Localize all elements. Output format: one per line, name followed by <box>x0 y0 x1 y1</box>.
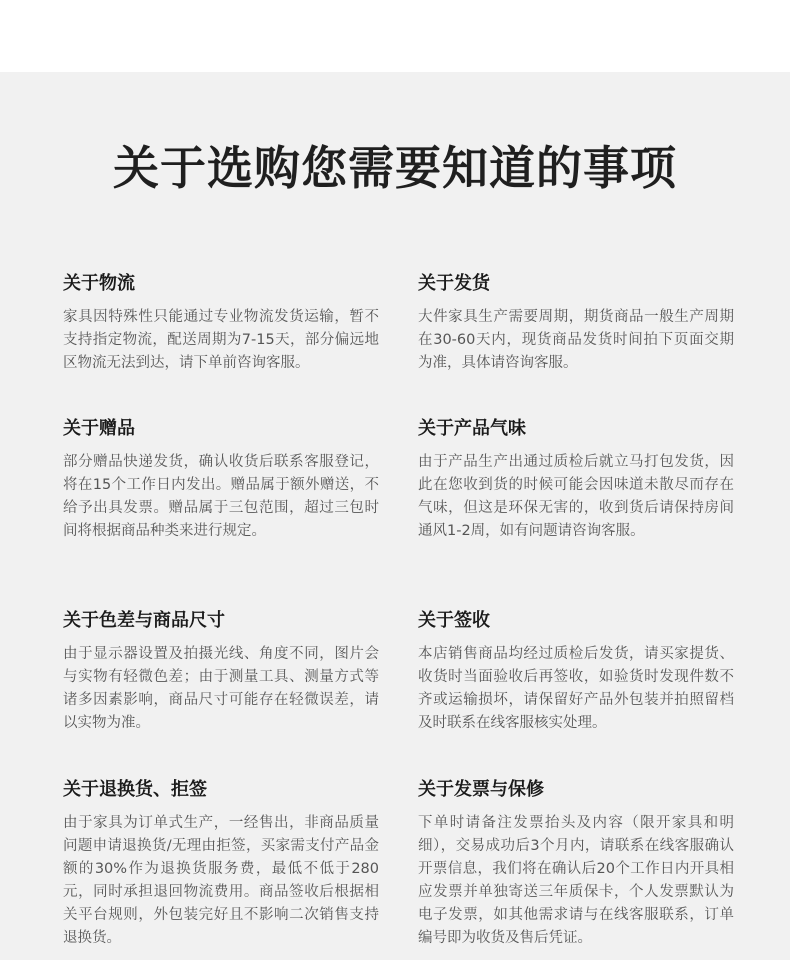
section-heading: 关于签收 <box>418 610 490 631</box>
section-body: 家具因特殊性只能通过专业物流发货运输，暂不支持指定物流，配送周期为7-15天，部分偏远地区物流无法到达，请下单前咨询客服。 <box>63 309 379 371</box>
section-color-size <box>63 609 379 735</box>
section-heading: 关于物流 <box>63 273 135 294</box>
section-body: 本店销售商品均经过质检后发货，请买家提货、收货时当面验收后再签收，如验货时发现件数不齐或运输损坏，请保留好产品外包装并拍照留档及时联系在线客服核实处理。 <box>418 646 734 731</box>
section-heading: 关于发票与保修 <box>418 779 544 800</box>
section-body: 由于家具为订单式生产，一经售出，非商品质量问题申请退换货/无理由拒签，买家需支付产品金额的30%作为退换货服务费，最低不低于280元，同时承担退回物流费用。商品签收后根据相关平台规则，外包装完好且不影响二次销售支持退换货。 <box>63 815 379 946</box>
section-heading: 关于色差与商品尺寸 <box>63 610 225 631</box>
section-heading: 关于发货 <box>418 273 490 294</box>
section-returns <box>63 778 379 950</box>
info-panel <box>0 72 790 960</box>
section-body: 下单时请备注发票抬头及内容（限开家具和明细），交易成功后3个月内，请联系在线客服确认开票信息，我们将在确认后20个工作日内开具相应发票并单独寄送三年质保卡，个人发票默认为电子发票，如其他需求请与在线客服联系，订单编号即为收货及售后凭证。 <box>418 815 734 946</box>
section-heading: 关于赠品 <box>63 418 135 439</box>
section-heading: 关于退换货、拒签 <box>63 779 207 800</box>
page-title: 关于选购您需要知道的事项 <box>113 141 677 195</box>
section-invoice-warranty <box>418 778 734 950</box>
section-body: 部分赠品快递发货，确认收货后联系客服登记，将在15个工作日内发出。赠品属于额外赠送，不给予出具发票。赠品属于三包范围，超过三包时间将根据商品种类来进行规定。 <box>63 454 379 539</box>
section-body: 大件家具生产需要周期，期货商品一般生产周期在30-60天内，现货商品发货时间拍下页面交期为准，具体请咨询客服。 <box>418 309 734 371</box>
section-body: 由于产品生产出通过质检后就立马打包发货，因此在您收到货的时候可能会因味道未散尽而存在气味，但这是环保无害的，收到货后请保持房间通风1-2周，如有问题请咨询客服。 <box>418 454 734 539</box>
section-heading: 关于产品气味 <box>418 418 526 439</box>
section-gifts <box>63 417 379 543</box>
section-logistics <box>63 272 379 375</box>
top-spacer <box>0 0 790 72</box>
section-odor <box>418 417 734 543</box>
section-receipt <box>418 609 734 735</box>
section-body: 由于显示器设置及拍摄光线、角度不同，图片会与实物有轻微色差；由于测量工具、测量方式等诸多因素影响，商品尺寸可能存在轻微误差，请以实物为准。 <box>63 646 379 731</box>
section-shipping <box>418 272 734 375</box>
